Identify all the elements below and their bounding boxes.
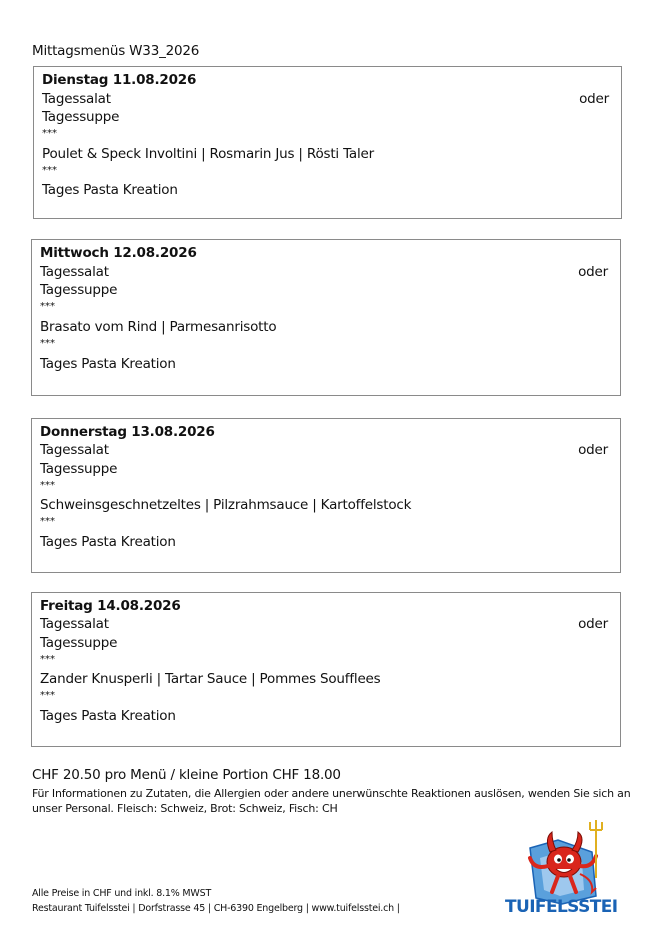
day-menu-thursday [31,418,621,573]
allergen-info: Für Informationen zu Zutaten, die Allergien oder andere unerwünschte Reaktionen auslösen, wenden Sie sich an unser Personal. Fleisch: Schweiz, Brot: Schweiz, Fisch: CH [32,787,631,815]
or-label: oder [578,264,608,280]
soup-line: Tagessuppe [40,461,118,477]
salad-line: Tagessalat [40,442,109,458]
main-dish-line: Poulet & Speck Involtini | Rosmarin Jus | Rösti Taler [42,146,374,162]
day-menu-wednesday [31,239,621,396]
separator: *** [40,654,55,665]
salad-line: Tagessalat [40,264,109,280]
soup-line: Tagessuppe [40,282,118,298]
footer-address: Restaurant Tuifelsstei | Dorfstrasse 45 | CH-6390 Engelberg | www.tuifelsstei.ch | [32,903,400,914]
separator: *** [40,338,55,349]
or-label: oder [578,442,608,458]
main-dish-line: Schweinsgeschnetzeltes | Pilzrahmsauce | Kartoffelstock [40,497,412,513]
day-title: Dienstag 11.08.2026 [42,72,197,88]
page-title: Mittagsmenüs W33_2026 [32,43,200,59]
main-dish-line: Zander Knusperli | Tartar Sauce | Pommes Soufflees [40,671,381,687]
soup-line: Tagessuppe [40,635,118,651]
day-menu-friday [31,592,621,747]
pasta-line: Tages Pasta Kreation [40,534,176,550]
day-menu-tuesday [33,66,622,219]
separator: *** [42,128,57,139]
separator: *** [40,301,55,312]
day-title: Freitag 14.08.2026 [40,598,181,614]
or-label: oder [578,616,608,632]
pasta-line: Tages Pasta Kreation [42,182,178,198]
separator: *** [42,165,57,176]
price-line: CHF 20.50 pro Menü / kleine Portion CHF 18.00 [32,767,341,783]
footer-prices-note: Alle Preise in CHF und inkl. 8.1% MWST [32,888,212,899]
main-dish-line: Brasato vom Rind | Parmesanrisotto [40,319,277,335]
soup-line: Tagessuppe [42,109,120,125]
pasta-line: Tages Pasta Kreation [40,708,176,724]
or-label: oder [579,91,609,107]
salad-line: Tagessalat [42,91,111,107]
salad-line: Tagessalat [40,616,109,632]
day-title: Donnerstag 13.08.2026 [40,424,215,440]
separator: *** [40,480,55,491]
day-title: Mittwoch 12.08.2026 [40,245,197,261]
separator: *** [40,516,55,527]
logo-wordmark: TUIFELSSTEI [505,897,618,917]
pasta-line: Tages Pasta Kreation [40,356,176,372]
separator: *** [40,690,55,701]
